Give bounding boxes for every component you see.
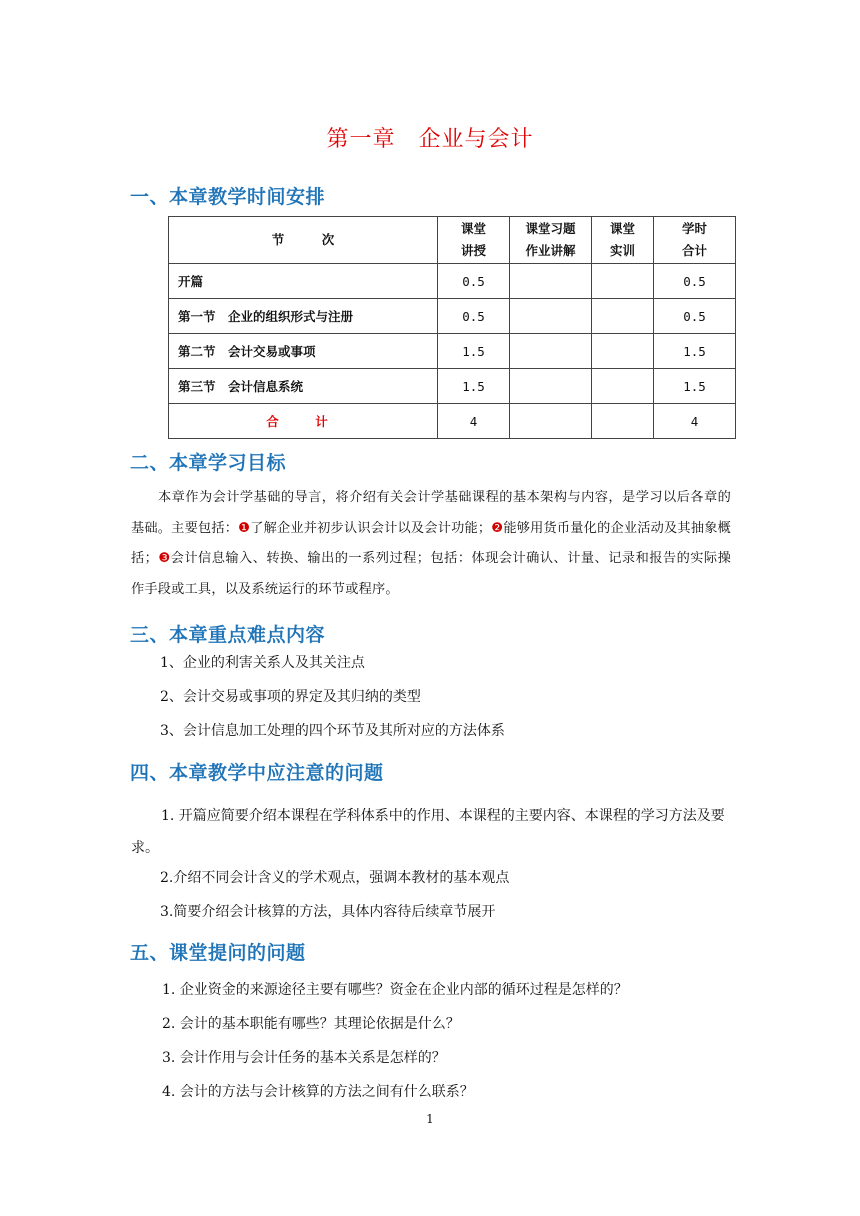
question-item: 3. 会计作用与会计任务的基本关系是怎样的？: [162, 1050, 446, 1066]
row-practice: [592, 299, 654, 334]
table-row: [169, 334, 736, 369]
row-name: 第三节 会计信息系统: [169, 369, 438, 404]
row-name: 开篇: [169, 264, 438, 299]
row-lecture: 1.5: [438, 334, 510, 369]
row-practice: [592, 334, 654, 369]
row-total: 1.5: [654, 369, 736, 404]
note-item: 1. 开篇应简要介绍本课程在学科体系中的作用、本课程的主要内容、本课程的学习方法及要求。: [131, 808, 725, 856]
table-row: [169, 369, 736, 404]
note-item: 3.简要介绍会计核算的方法，具体内容待后续章节展开: [160, 904, 496, 920]
number-marker-3: ❸: [158, 551, 171, 566]
row-exercise: [510, 264, 592, 299]
row-name: 第一节 企业的组织形式与注册: [169, 299, 438, 334]
table-row: [169, 264, 736, 299]
question-item: 1. 企业资金的来源途径主要有哪些？资金在企业内部的循环过程是怎样的？: [162, 982, 628, 998]
sum-exercise: [510, 404, 592, 439]
row-exercise: [510, 334, 592, 369]
row-total: 0.5: [654, 264, 736, 299]
question-item: 4. 会计的方法与会计核算的方法之间有什么联系？: [162, 1084, 474, 1100]
sum-total: 4: [654, 404, 736, 439]
row-name: 第二节 会计交易或事项: [169, 334, 438, 369]
row-exercise: [510, 369, 592, 404]
key-point-item: 1、企业的利害关系人及其关注点: [160, 655, 365, 671]
row-total: 0.5: [654, 299, 736, 334]
table-header-row: [169, 217, 736, 264]
row-practice: [592, 264, 654, 299]
sum-lecture: 4: [438, 404, 510, 439]
row-practice: [592, 369, 654, 404]
objectives-paragraph: 本章作为会计学基础的导言，将介绍有关会计学基础课程的基本架构与内容，是学习以后各章的基础。主要包括：❶了解企业并初步认识会计以及会计功能；❷能够用货币量化的企业活动及其抽象概括；❸会计信息输入、转换、输出的一系列过程；包括：体现会计确认、计量、记录和报告的实际操作手段或工具，以及系统运行的环节或程序。: [131, 490, 731, 597]
chapter-title: 第一章 企业与会计: [326, 127, 534, 152]
section-heading-objectives: 二、本章学习目标: [130, 452, 287, 474]
note-item: 2.介绍不同会计含义的学术观点，强调本教材的基本观点: [160, 870, 510, 886]
header-lecture: 课堂 讲授: [438, 217, 510, 264]
row-exercise: [510, 299, 592, 334]
number-marker-2: ❷: [491, 520, 504, 536]
key-point-item: 2、会计交易或事项的界定及其归纳的类型: [160, 689, 421, 705]
row-lecture: 1.5: [438, 369, 510, 404]
section-heading-questions: 五、课堂提问的问题: [130, 942, 306, 964]
section-heading-key-points: 三、本章重点难点内容: [130, 624, 326, 646]
question-item: 2. 会计的基本职能有哪些？其理论依据是什么？: [162, 1016, 460, 1032]
row-lecture: 0.5: [438, 299, 510, 334]
header-hours: 学时 合计: [654, 217, 736, 264]
row-total: 1.5: [654, 334, 736, 369]
page-number: 1: [426, 1112, 434, 1126]
sum-label: 合 计: [169, 404, 438, 439]
section-heading-notes: 四、本章教学中应注意的问题: [130, 762, 384, 784]
row-lecture: 0.5: [438, 264, 510, 299]
section-heading-schedule: 一、本章教学时间安排: [130, 186, 326, 208]
header-exercise: 课堂习题 作业讲解: [510, 217, 592, 264]
header-practice: 课堂 实训: [592, 217, 654, 264]
table-sum-row: [169, 404, 736, 439]
table-row: [169, 299, 736, 334]
key-point-item: 3、会计信息加工处理的四个环节及其所对应的方法体系: [160, 723, 505, 739]
teaching-schedule-table: [168, 216, 736, 439]
number-marker-1: ❶: [238, 520, 251, 536]
sum-practice: [592, 404, 654, 439]
header-section: 节 次: [169, 217, 438, 264]
